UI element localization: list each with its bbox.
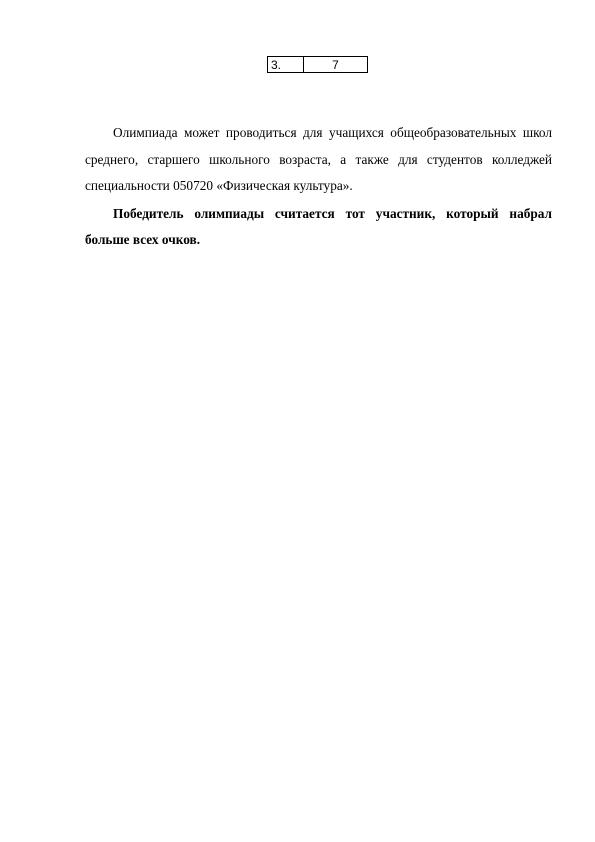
olympiad-participants-paragraph: Олимпиада может проводиться для учащихся общеобразовательных школ среднего, старшего школьного возраста, а также для студентов колледжей специальности 050720 «Физическая культура». [85, 125, 552, 193]
page-number-row [268, 57, 368, 73]
winner-rule-paragraph: Победитель олимпиады считается тот участник, который набрал больше всех очков. [85, 205, 552, 247]
body-text [85, 120, 552, 254]
page-number-table [267, 56, 368, 73]
page-number-cell: 7 [304, 57, 368, 73]
section-number-cell: 3. [268, 57, 304, 73]
